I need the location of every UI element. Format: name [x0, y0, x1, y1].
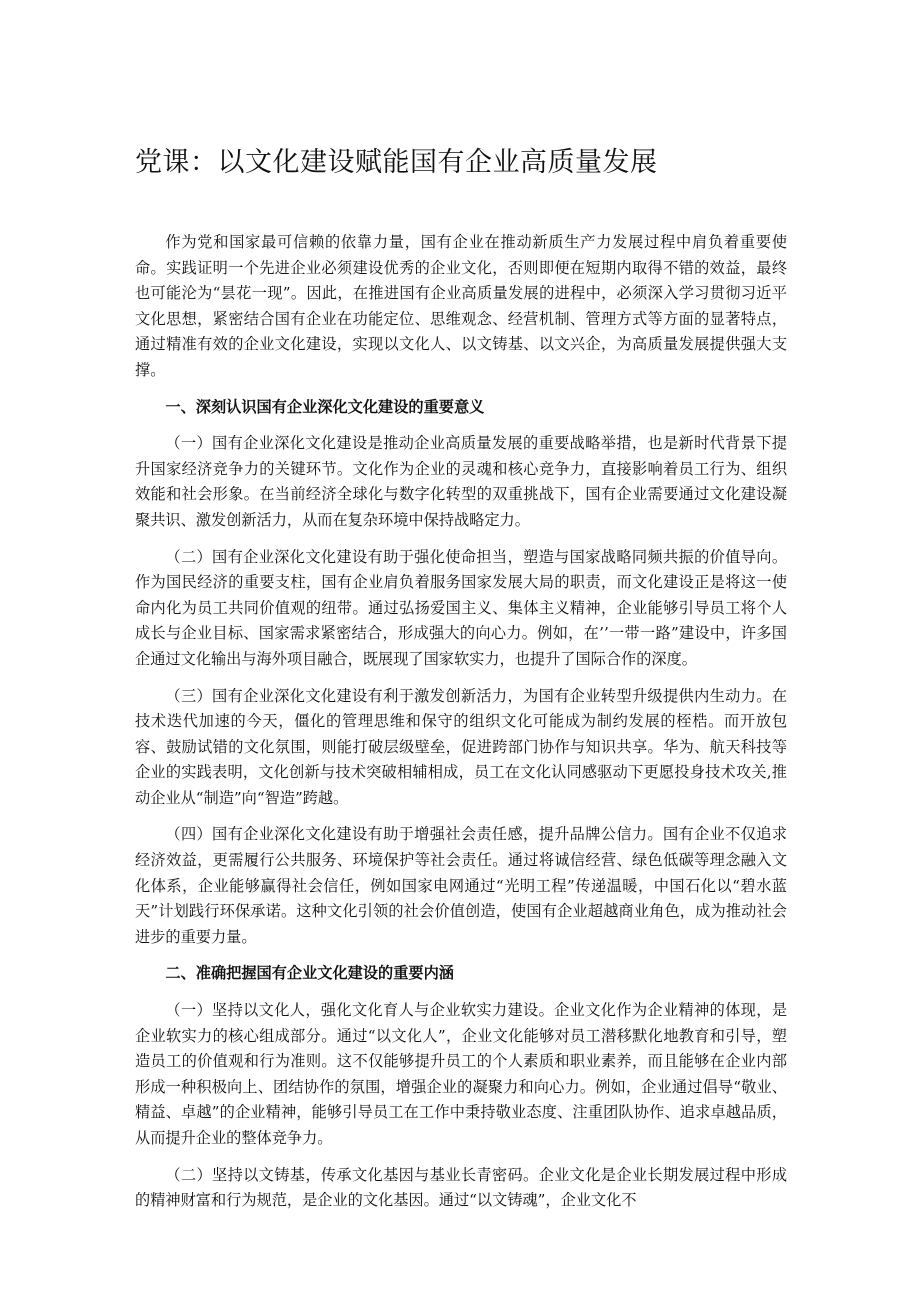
body-paragraph: （二）坚持以文铸基，传承文化基因与基业长青密码。企业文化是企业长期发展过程中形成的精神财富和行为规范，是企业的文化基因。通过“以文铸魂”，企业文化不: [135, 1165, 787, 1210]
body-paragraph: （二）国有企业深化文化建设有助于强化使命担当，塑造与国家战略同频共振的价值导向。作为国民经济的重要支柱，国有企业肩负着服务国家发展大局的职责，而文化建设正是将这一使命内化为员工共同价值观的纽带。通过弘扬爱国主义、集体主义精神，企业能够引导员工将个人成长与企业目标、国家需求紧密结合，形成强大的向心力。例如，在’’一带一路”建设中，许多国企通过文化输出与海外项目融合，既展现了国家软实力，也提升了国际合作的深度。: [135, 547, 787, 668]
document-body: [135, 230, 787, 1225]
intro-paragraph: 作为党和国家最可信赖的依靠力量，国有企业在推动新质生产力发展过程中肩负着重要使命。实践证明一个先进企业必须建设优秀的企业文化，否则即便在短期内取得不错的效益，最终也可能沦为“昙花一现”。因此，在推进国有企业高质量发展的进程中，必须深入学习贯彻习近平文化思想，紧密结合国有企业在功能定位、思维观念、经营机制、管理方式等方面的显著特点，通过精准有效的企业文化建设，实现以文化人、以文铸基、以文兴企，为高质量发展提供强大支撑。: [135, 233, 787, 379]
page-title: 党课：以文化建设赋能国有企业高质量发展: [135, 147, 658, 178]
body-paragraph: （四）国有企业深化文化建设有助于增强社会责任感，提升品牌公信力。国有企业不仅追求经济效益，更需履行公共服务、环境保护等社会责任。通过将诚信经营、绿色低碳等理念融入文化体系，企业能够赢得社会信任，例如国家电网通过“光明工程”传递温暖，中国石化以“碧水蓝天”计划践行环保承诺。这种文化引领的社会价值创造，使国有企业超越商业角色，成为推动社会进步的重要力量。: [135, 825, 787, 946]
section-heading: 二、准确把握国有企业文化建设的重要内涵: [165, 964, 454, 983]
section-heading: 一、深刻认识国有企业深化文化建设的重要意义: [165, 397, 485, 416]
body-paragraph: （三）国有企业深化文化建设有利于激发创新活力，为国有企业转型升级提供内生动力。在技术迭代加速的今天，僵化的管理思维和保守的组织文化可能成为制约发展的桎梏。而开放包容、鼓励试错的文化氛围，则能打破层级壁垒，促进跨部门协作与知识共享。华为、航天科技等企业的实践表明，文化创新与技术突破相辅相成，员工在文化认同感驱动下更愿投身技术攻关,推动企业从“制造”向“智造”跨越。: [135, 686, 787, 807]
body-paragraph: （一）国有企业深化文化建设是推动企业高质量发展的重要战略举措，也是新时代背景下提升国家经济竞争力的关键环节。文化作为企业的灵魂和核心竞争力，直接影响着员工行为、组织效能和社会形象。在当前经济全球化与数字化转型的双重挑战下，国有企业需要通过文化建设凝聚共识、激发创新活力，从而在复杂环境中保持战略定力。: [135, 434, 787, 529]
body-paragraph: （一）坚持以文化人，强化文化育人与企业软实力建设。企业文化作为企业精神的体现，是企业软实力的核心组成部分。通过“以文化人”，企业文化能够对员工潜移默化地教育和引导，塑造员工的价值观和行为准则。这不仅能够提升员工的个人素质和职业素养，而且能够在企业内部形成一种积极向上、团结协作的氛围，增强企业的凝聚力和向心力。例如，企业通过倡导“敬业、精益、卓越”的企业精神，能够引导员工在工作中秉持敬业态度、注重团队协作、追求卓越品质，从而提升企业的整体竞争力。: [135, 1001, 787, 1147]
